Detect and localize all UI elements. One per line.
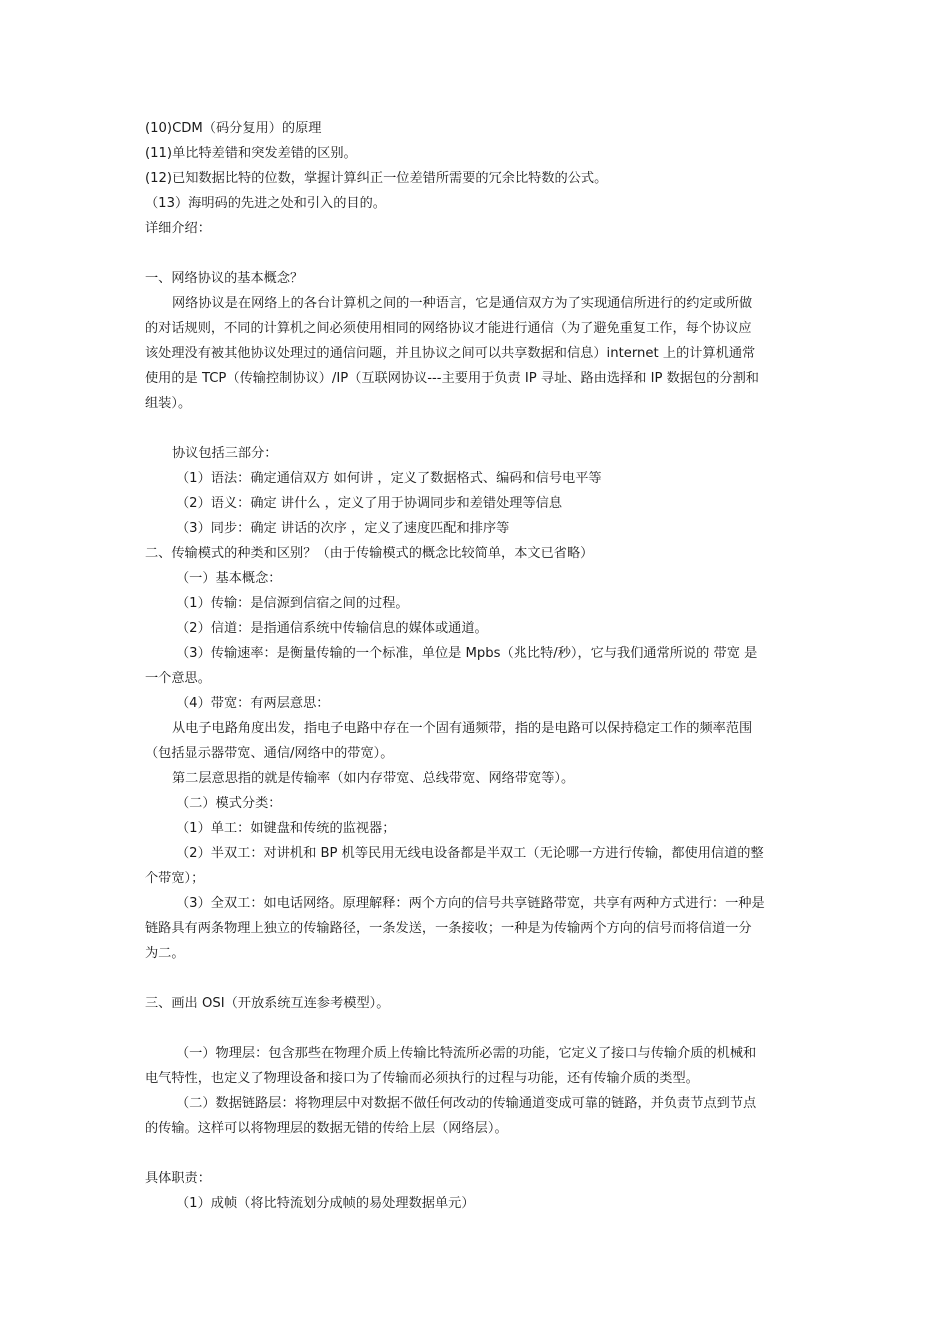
list-item: （二）数据链路层：将物理层中对数据不做任何改动的传输通道变成可靠的链路，并负责节点到节点 (176, 1096, 757, 1111)
paragraph-line: （包括显示器带宽、通信/网络中的带宽）。 (145, 746, 394, 761)
paragraph-line: 个带宽）； (145, 871, 205, 886)
section-heading: 二、传输模式的种类和区别？（由于传输模式的概念比较简单，本文已省略） (145, 546, 594, 561)
list-item: （1）成帧（将比特流划分成帧的易处理数据单元） (176, 1196, 475, 1211)
text-line: (11)单比特差错和突发差错的区别。 (145, 146, 357, 161)
paragraph-line: 的传输。这样可以将物理层的数据无错的传给上层（网络层）。 (145, 1121, 508, 1136)
section-heading: 一、网络协议的基本概念？ (145, 271, 304, 286)
list-item: （3）全双工：如电话网络。原理解释：两个方向的信号共享链路带宽，共享有两种方式进行：一种是 (176, 896, 765, 911)
text-line: 详细介绍： (145, 221, 211, 236)
list-item: （3）同步：确定 讲话的次序 ，定义了速度匹配和排序等 (176, 521, 510, 536)
paragraph-line: 电气特性，也定义了物理设备和接口为了传输而必须执行的过程与功能，还有传输介质的类型。 (145, 1071, 699, 1086)
paragraph-line: 协议包括三部分： (172, 446, 278, 461)
text-line: （13）海明码的先进之处和引入的目的。 (145, 196, 386, 211)
paragraph-line: 链路具有两条物理上独立的传输路径，一条发送，一条接收；一种是为传输两个方向的信号而将信道一分 (145, 921, 752, 936)
paragraph-line: 从电子电路角度出发，指电子电路中存在一个固有通频带，指的是电路可以保持稳定工作的频率范围 (172, 721, 753, 736)
list-item: （2）语义：确定 讲什么 ，定义了用于协调同步和差错处理等信息 (176, 496, 563, 511)
subsection-heading: （二）模式分类： (176, 796, 282, 811)
list-item: （4）带宽：有两层意思： (176, 696, 330, 711)
subsection-heading: （一）基本概念： (176, 571, 282, 586)
section-heading: 三、画出 OSI（开放系统互连参考模型）。 (145, 996, 390, 1011)
list-item: （1）语法：确定通信双方 如何讲 ，定义了数据格式、编码和信号电平等 (176, 471, 602, 486)
list-item: （2）半双工：对讲机和 BP 机等民用无线电设备都是半双工（无论哪一方进行传输，都使用信道的整 (176, 846, 764, 861)
paragraph-line: 网络协议是在网络上的各台计算机之间的一种语言，它是通信双方为了实现通信所进行的约定或所做 (172, 296, 753, 311)
paragraph-line: 使用的是 TCP（传输控制协议）/IP（互联网协议---主要用于负责 IP 寻址、路由选择和 IP 数据包的分割和 (145, 371, 759, 386)
paragraph-line: 该处理没有被其他协议处理过的通信问题，并且协议之间可以共享数据和信息）internet 上的计算机通常 (145, 346, 756, 361)
paragraph-line: 一个意思。 (145, 671, 211, 686)
list-item: （1）传输：是信源到信宿之间的过程。 (176, 596, 409, 611)
text-line: (12)已知数据比特的位数，掌握计算纠正一位差错所需要的冗余比特数的公式。 (145, 171, 608, 186)
list-item: （2）信道：是指通信系统中传输信息的媒体或通道。 (176, 621, 488, 636)
list-item: （1）单工：如键盘和传统的监视器； (176, 821, 396, 836)
subsection-heading: 具体职责： (145, 1171, 211, 1186)
list-item: （一）物理层：包含那些在物理介质上传输比特流所必需的功能，它定义了接口与传输介质的机械和 (176, 1046, 757, 1061)
paragraph-line: 组装）。 (145, 396, 192, 411)
text-line: (10)CDM（码分复用）的原理 (145, 121, 322, 136)
paragraph-line: 为二。 (145, 946, 185, 961)
list-item: （3）传输速率：是衡量传输的一个标准，单位是 Mpbs（兆比特/秒），它与我们通常所说的 带宽 是 (176, 646, 758, 661)
paragraph-line: 第二层意思指的就是传输率（如内存带宽、总线带宽、网络带宽等）。 (172, 771, 575, 786)
paragraph-line: 的对话规则，不同的计算机之间必须使用相同的网络协议才能进行通信（为了避免重复工作，每个协议应 (145, 321, 752, 336)
